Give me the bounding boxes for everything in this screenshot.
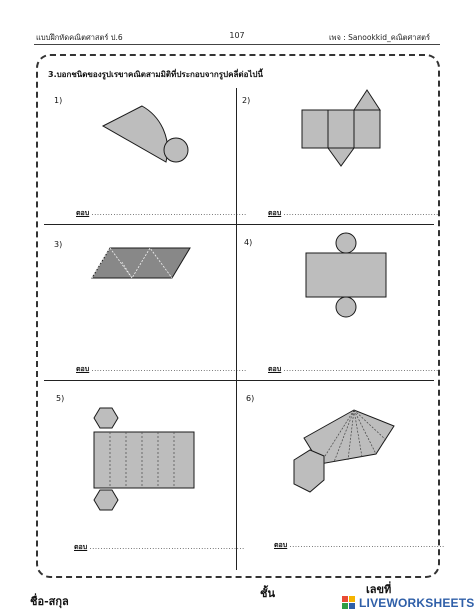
liveworksheets-logo-text: LIVEWORKSHEETS	[359, 596, 474, 610]
page-number: 107	[229, 31, 245, 40]
item-5-number: 5)	[56, 394, 65, 403]
header-left-text: แบบฝึกหัดคณิตศาสตร์ ป.6	[36, 33, 123, 42]
item-1-answer[interactable]	[76, 208, 247, 219]
triangular-net-strip-figure	[86, 244, 192, 280]
item-5-answer-line[interactable]: .........................................................	[89, 543, 245, 551]
item-2-answer-line[interactable]: .........................................................	[283, 209, 439, 217]
grid-vertical-divider	[236, 88, 237, 570]
liveworksheets-logo-icon	[342, 596, 356, 610]
item-6-answer-label: ตอบ	[274, 541, 288, 549]
item-1-answer-line[interactable]: .........................................................	[91, 209, 247, 217]
footer-class-label: ชั้น	[260, 587, 275, 600]
item-6-answer[interactable]	[274, 540, 445, 551]
grid-horizontal-divider-1	[44, 224, 434, 225]
item-6-number: 6)	[246, 394, 255, 403]
item-1-answer-label: ตอบ	[76, 209, 90, 217]
item-2-answer[interactable]	[268, 208, 439, 219]
cylinder-net-figure	[300, 230, 390, 320]
item-4-number: 4)	[244, 238, 253, 247]
item-5-answer[interactable]	[74, 542, 245, 553]
liveworksheets-watermark	[342, 596, 474, 610]
item-2-number: 2)	[242, 96, 251, 105]
item-4-answer-line[interactable]: .........................................................	[283, 365, 439, 373]
item-6-answer-line[interactable]: .........................................................	[289, 541, 445, 549]
triangular-prism-net-figure	[296, 88, 386, 168]
question-title: 3.บอกชนิดของรูปเรขาคณิตสามมิติที่ประกอบจากรูปคลี่ต่อไปนี้	[48, 70, 263, 79]
hexagonal-prism-net-figure	[88, 406, 198, 516]
grid-horizontal-divider-2	[44, 380, 434, 381]
item-1-number: 1)	[54, 96, 63, 105]
item-5-answer-label: ตอบ	[74, 543, 88, 551]
item-3-answer[interactable]	[76, 364, 247, 375]
item-4-answer-label: ตอบ	[268, 365, 282, 373]
header-divider	[34, 44, 440, 45]
footer-name-label: ชื่อ-สกุล	[30, 595, 69, 608]
cone-net-figure	[96, 104, 206, 184]
item-4-answer[interactable]	[268, 364, 439, 375]
item-3-answer-line[interactable]: .........................................................	[91, 365, 247, 373]
footer-number-label: เลขที่	[366, 583, 392, 596]
item-2-answer-label: ตอบ	[268, 209, 282, 217]
header-right-text: เพจ : Sanookkid_คณิตศาสตร์	[328, 33, 430, 42]
hexagonal-pyramid-net-figure	[284, 404, 404, 504]
item-3-answer-label: ตอบ	[76, 365, 90, 373]
item-3-number: 3)	[54, 240, 63, 249]
